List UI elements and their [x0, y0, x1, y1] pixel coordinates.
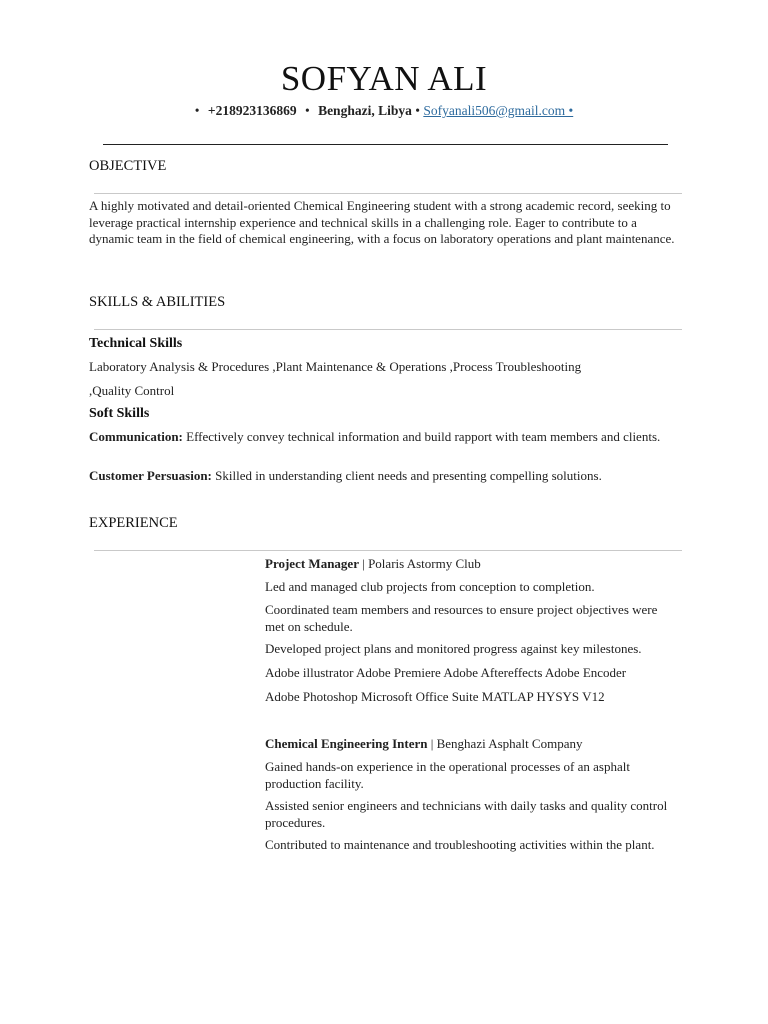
- technical-skills-line: Laboratory Analysis & Procedures ,Plant Maintenance & Operations ,Process Troubleshooting: [89, 359, 582, 374]
- job-duty: Contributed to maintenance and troubleshooting activities within the plant.: [265, 837, 655, 852]
- job-separator: |: [358, 556, 369, 571]
- job-duty: Adobe Photoshop Microsoft Office Suite MATLAP HYSYS V12: [265, 689, 605, 704]
- job-duty: Coordinated team members and resources to ensure project objectives were met on schedule.: [265, 602, 658, 634]
- objective-text: A highly motivated and detail-oriented Chemical Engineering student with a strong academic record, seeking to leverage practical internship experience and technical skills in a challenging role. Eager to contribute to a dynamic team in the field of chemical engineering, with a focus on laboratory operations and plant maintenance.: [89, 198, 675, 246]
- experience-heading: EXPERIENCE: [89, 515, 178, 531]
- bullet-separator: •: [194, 103, 200, 118]
- job-role: Project Manager: [265, 556, 359, 571]
- skills-heading: SKILLS & ABILITIES: [89, 294, 226, 310]
- location: Benghazi, Libya: [318, 103, 412, 118]
- job-duty: Assisted senior engineers and technicians with daily tasks and quality control procedures.: [265, 798, 668, 830]
- candidate-name: SOFYAN ALI: [280, 59, 488, 98]
- email-link[interactable]: Sofyanali506@gmail.com •: [423, 103, 574, 118]
- soft-skill-item: [89, 468, 679, 485]
- job-duty: Led and managed club projects from conception to completion.: [265, 579, 595, 594]
- job-title-line: [265, 556, 675, 573]
- job-separator: |: [427, 736, 437, 751]
- job-organization: Benghazi Asphalt Company: [436, 736, 583, 751]
- soft-skill-text: Effectively convey technical information and build rapport with team members and clients.: [182, 429, 661, 444]
- job-duty: Gained hands-on experience in the operational processes of an asphalt production facility.: [265, 759, 630, 791]
- contact-line: [0, 103, 768, 119]
- job-duty: Developed project plans and monitored progress against key milestones.: [265, 641, 642, 656]
- technical-skills-heading: Technical Skills: [89, 336, 183, 351]
- header-divider: [103, 144, 668, 145]
- soft-skills-heading: Soft Skills: [89, 406, 150, 421]
- section-divider: [94, 193, 682, 194]
- technical-skills-line: ,Quality Control: [89, 383, 175, 398]
- section-divider: [94, 329, 682, 330]
- soft-skill-item: [89, 429, 679, 446]
- job-duty: Adobe illustrator Adobe Premiere Adobe Aftereffects Adobe Encoder: [265, 665, 627, 680]
- job-role: Chemical Engineering Intern: [265, 736, 428, 751]
- bullet-separator: •: [304, 103, 310, 118]
- soft-skill-label: Communication:: [89, 429, 183, 444]
- section-divider: [94, 550, 682, 551]
- job-organization: Polaris Astormy Club: [368, 556, 481, 571]
- phone-number: +218923136869: [207, 103, 297, 118]
- job-title-line: [265, 736, 675, 753]
- soft-skill-label: Customer Persuasion:: [89, 468, 212, 483]
- objective-heading: OBJECTIVE: [89, 158, 167, 174]
- bullet-separator: •: [415, 103, 420, 118]
- soft-skill-text: Skilled in understanding client needs and presenting compelling solutions.: [211, 468, 602, 483]
